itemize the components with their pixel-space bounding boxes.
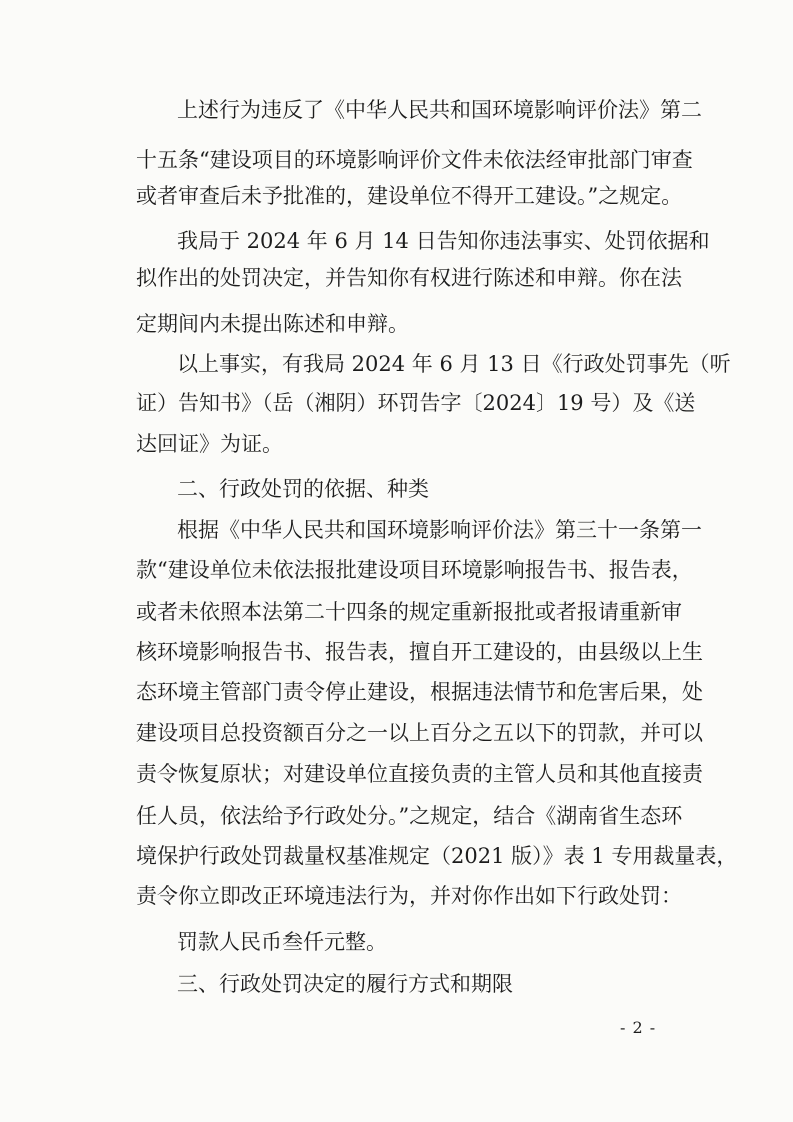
text-line: 十五条“建设项目的环境影响评价文件未依法经审批部门审查 bbox=[136, 148, 693, 172]
text-line: 上述行为违反了《中华人民共和国环境影响评价法》第二 bbox=[177, 98, 702, 122]
text-line: 证）告知书》（岳（湘阴）环罚告字〔2024〕19 号）及《送 bbox=[136, 391, 696, 415]
text-line: 我局于 2024 年 6 月 14 日告知你违法事实、处罚依据和 bbox=[177, 229, 710, 253]
section-heading: 三、行政处罚决定的履行方式和期限 bbox=[177, 972, 513, 996]
text-line: 达回证》为证。 bbox=[136, 432, 283, 456]
text-line: 任人员，依法给予行政处分。”之规定，结合《湖南省生态环 bbox=[136, 804, 683, 828]
text-line: 建设项目总投资额百分之一以上百分之五以下的罚款，并可以 bbox=[136, 721, 703, 745]
text-line: 定期间内未提出陈述和申辩。 bbox=[136, 312, 409, 336]
section-heading: 二、行政处罚的依据、种类 bbox=[177, 477, 429, 501]
text-line: 根据《中华人民共和国环境影响评价法》第三十一条第一 bbox=[177, 518, 702, 542]
text-line: 或者未依照本法第二十四条的规定重新报批或者报请重新审 bbox=[136, 600, 682, 624]
text-line: 态环境主管部门责令停止建设，根据违法情节和危害后果，处 bbox=[136, 680, 703, 704]
text-line: 核环境影响报告书、报告表，擅自开工建设的，由县级以上生 bbox=[136, 640, 703, 664]
page-number: - 2 - bbox=[620, 1018, 657, 1037]
text-line: 以上事实，有我局 2024 年 6 月 13 日《行政处罚事先（听 bbox=[177, 352, 731, 376]
text-line: 责令恢复原状；对建设单位直接负责的主管人员和其他直接责 bbox=[136, 762, 703, 786]
text-line: 境保护行政处罚裁量权基准规定（2021 版）》表 1 专用裁量表， bbox=[136, 844, 738, 868]
text-line: 罚款人民币叁仟元整。 bbox=[177, 930, 387, 954]
text-line: 款“建设单位未依法报批建设项目环境影响报告书、报告表， bbox=[136, 558, 693, 582]
text-line: 责令你立即改正环境违法行为，并对你作出如下行政处罚： bbox=[136, 884, 682, 908]
text-line: 拟作出的处罚决定，并告知你有权进行陈述和申辩。你在法 bbox=[136, 266, 682, 290]
text-line: 或者审查后未予批准的，建设单位不得开工建设。”之规定。 bbox=[136, 184, 683, 208]
